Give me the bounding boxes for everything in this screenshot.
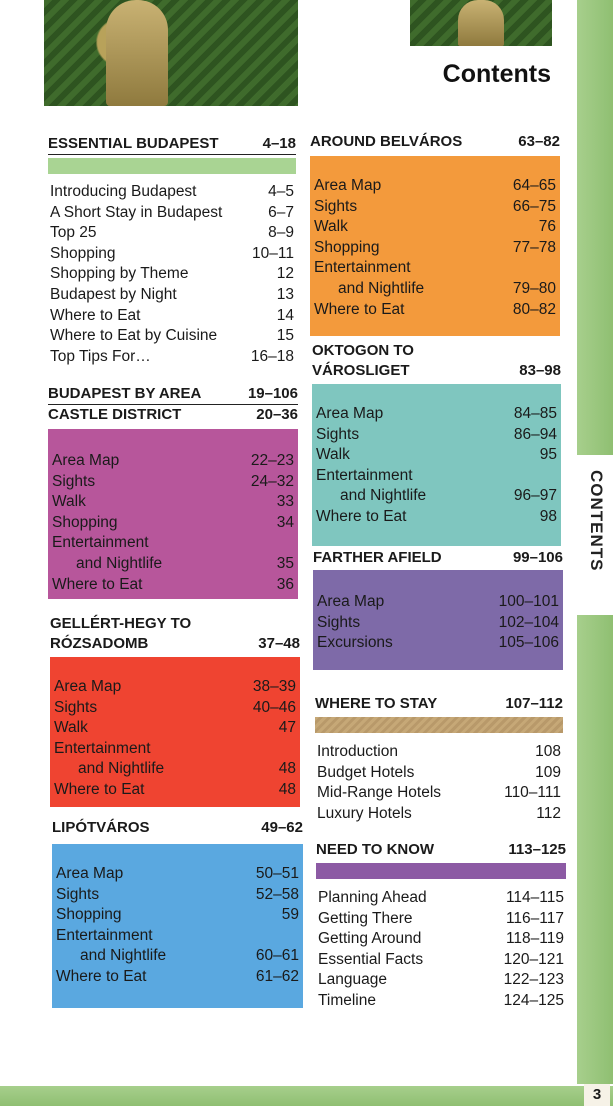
section-header[interactable]: LIPÓTVÁROS 49–62 — [52, 819, 303, 836]
toc-item[interactable]: Getting There 116–117 — [318, 909, 564, 927]
toc-item[interactable]: Entertainment — [54, 739, 151, 757]
color-bar — [48, 158, 296, 174]
toc-item[interactable]: Where to Eat 98 — [316, 507, 557, 525]
section-title: ESSENTIAL BUDAPEST — [48, 135, 219, 152]
toc-item[interactable]: Top 25 8–9 — [50, 224, 294, 242]
toc-item[interactable]: Entertainment — [314, 259, 411, 277]
toc-item[interactable]: Sights 24–32 — [52, 472, 294, 490]
toc-item[interactable]: Sights 52–58 — [56, 885, 299, 903]
section-oktogon — [312, 341, 561, 546]
toc-item[interactable]: Getting Around 118–119 — [318, 930, 564, 948]
toc-item[interactable]: Shopping by Theme 12 — [50, 265, 294, 283]
color-box — [50, 657, 300, 807]
toc-item[interactable]: Area Map 64–65 — [314, 177, 556, 194]
toc-item[interactable]: Walk 33 — [52, 493, 294, 511]
toc-item[interactable]: Where to Eat 14 — [50, 306, 294, 324]
section-by-area — [48, 384, 298, 599]
color-bar — [315, 717, 563, 733]
toc-item[interactable]: Where to Eat by Cuisine 15 — [50, 327, 294, 345]
statue-image — [106, 0, 168, 106]
toc-item[interactable]: Entertainment — [52, 534, 149, 552]
toc-item[interactable]: Sights 86–94 — [316, 425, 557, 443]
toc-item[interactable]: Budapest by Night 13 — [50, 285, 294, 303]
toc-item[interactable]: Area Map 38–39 — [54, 678, 296, 695]
section-title-line: GELLÉRT-HEGY TO — [50, 615, 192, 632]
section-header[interactable]: VÁROSLIGET 83–98 — [312, 362, 561, 379]
color-box — [52, 844, 303, 1008]
section-header[interactable]: CASTLE DISTRICT 20–36 — [48, 406, 298, 423]
toc-item[interactable]: Where to Eat 61–62 — [56, 967, 299, 985]
toc-item[interactable]: Walk 47 — [54, 719, 296, 737]
section-header[interactable]: BUDAPEST BY AREA 19–106 — [48, 384, 298, 405]
toc-item[interactable]: Excursions 105–106 — [317, 634, 559, 652]
page-title: Contents — [442, 60, 551, 88]
toc-item[interactable]: and Nightlife 35 — [76, 554, 294, 572]
statue-image-right — [458, 0, 504, 46]
toc-item[interactable]: Sights 102–104 — [317, 613, 559, 631]
toc-item[interactable]: Sights 40–46 — [54, 698, 296, 716]
section-header[interactable] — [48, 134, 296, 155]
toc-item[interactable]: Introduction 108 — [317, 743, 561, 760]
section-header[interactable]: WHERE TO STAY 107–112 — [315, 695, 563, 712]
toc-item[interactable]: Where to Eat 36 — [52, 575, 294, 593]
toc-item[interactable]: Mid-Range Hotels 110–111 — [317, 784, 561, 802]
toc-item[interactable]: Where to Eat 48 — [54, 780, 296, 798]
section-header[interactable]: NEED TO KNOW 113–125 — [316, 841, 566, 858]
section-stay — [315, 694, 563, 824]
toc-item[interactable]: Area Map 22–23 — [52, 452, 294, 469]
toc-item[interactable]: Planning Ahead 114–115 — [318, 889, 564, 906]
toc-item[interactable]: Sights 66–75 — [314, 197, 556, 215]
color-bar — [316, 863, 566, 879]
section-header[interactable]: RÓZSADOMB 37–48 — [50, 635, 300, 652]
toc-item[interactable]: A Short Stay in Budapest 6–7 — [50, 203, 294, 221]
color-box — [48, 429, 298, 599]
section-title-line: OKTOGON TO — [312, 342, 414, 359]
toc-item[interactable]: Shopping 77–78 — [314, 238, 556, 256]
toc-item[interactable]: and Nightlife 60–61 — [80, 947, 299, 965]
section-essential — [48, 134, 296, 367]
header-photo-right — [410, 0, 552, 46]
section-header[interactable]: FARTHER AFIELD 99–106 — [313, 549, 563, 566]
toc-item[interactable]: Essential Facts 120–121 — [318, 950, 564, 968]
section-farther — [313, 548, 563, 670]
toc-item[interactable]: Walk 76 — [314, 218, 556, 236]
side-label: CONTENTS — [587, 470, 606, 572]
toc-item[interactable]: Shopping 59 — [56, 906, 299, 924]
color-box — [312, 384, 561, 546]
toc-item[interactable]: Top Tips For… 16–18 — [50, 347, 294, 365]
toc-item[interactable]: Shopping 34 — [52, 513, 294, 531]
section-belvaros — [310, 132, 560, 336]
toc-item[interactable]: Language 122–123 — [318, 971, 564, 989]
toc-item[interactable]: Area Map 50–51 — [56, 865, 299, 882]
toc-item[interactable]: Walk 95 — [316, 446, 557, 464]
header-photo — [44, 0, 298, 106]
section-header[interactable]: AROUND BELVÁROS 63–82 — [310, 133, 560, 150]
section-lipot — [52, 818, 303, 1008]
bottom-strip — [0, 1086, 613, 1106]
color-box — [313, 570, 563, 670]
color-box — [310, 156, 560, 336]
toc-item[interactable]: Budget Hotels 109 — [317, 763, 561, 781]
page-number: 3 — [584, 1084, 610, 1106]
toc-item[interactable]: and Nightlife 48 — [78, 760, 296, 778]
toc-item[interactable]: Where to Eat 80–82 — [314, 300, 556, 318]
toc-item[interactable]: Area Map 100–101 — [317, 593, 559, 610]
toc-item[interactable]: and Nightlife 79–80 — [338, 279, 556, 297]
toc-item[interactable]: Entertainment — [316, 466, 413, 484]
section-gellert — [50, 614, 300, 807]
section-pages: 4–18 — [262, 135, 296, 152]
toc-item[interactable]: Introducing Budapest 4–5 — [50, 183, 294, 200]
toc-item[interactable]: and Nightlife 96–97 — [340, 487, 557, 505]
toc-item[interactable]: Luxury Hotels 112 — [317, 804, 561, 822]
toc-item[interactable]: Entertainment — [56, 926, 153, 944]
toc-item[interactable]: Timeline 124–125 — [318, 991, 564, 1009]
toc-item[interactable]: Area Map 84–85 — [316, 405, 557, 422]
section-know — [316, 840, 566, 1012]
toc-item[interactable]: Shopping 10–11 — [50, 244, 294, 262]
